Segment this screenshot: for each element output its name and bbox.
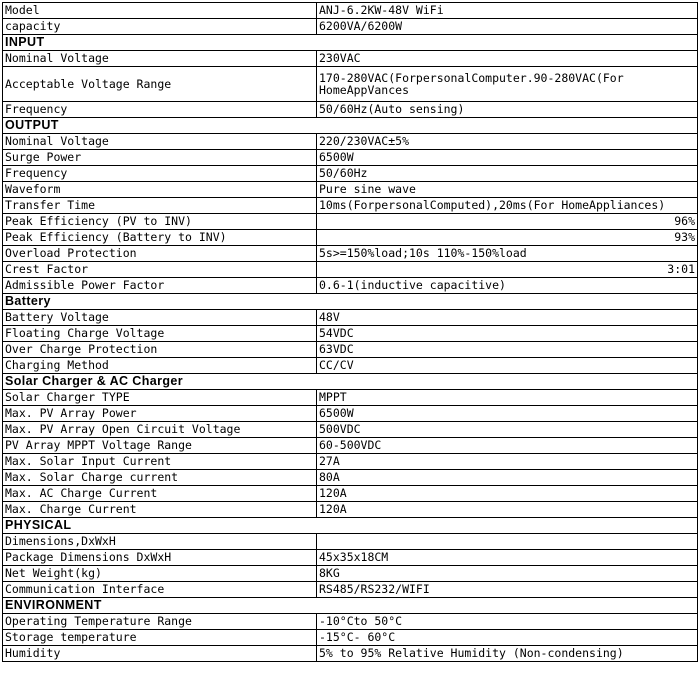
spec-label: Frequency (3, 166, 317, 182)
spec-label: PV Array MPPT Voltage Range (3, 438, 317, 454)
spec-row-admissible-power-factor (3, 278, 698, 294)
spec-label: Crest Factor (3, 262, 317, 278)
spec-value: 6200VA/6200W (317, 19, 698, 35)
spec-label: Frequency (3, 102, 317, 118)
section-title: PHYSICAL (3, 518, 698, 534)
spec-value: 63VDC (317, 342, 698, 358)
spec-value: 10ms(ForpersonalComputed),20ms(For HomeAppliances) (317, 198, 698, 214)
spec-row-max-solar-charge-current (3, 470, 698, 486)
spec-label: Max. Solar Charge current (3, 470, 317, 486)
spec-value: 6500W (317, 150, 698, 166)
spec-row-frequency (3, 102, 698, 118)
section-title: INPUT (3, 35, 698, 51)
spec-value: -15°C- 60°C (317, 630, 698, 646)
spec-value: 3:01 (317, 262, 698, 278)
spec-label: Dimensions,DxWxH (3, 534, 317, 550)
spec-label: Max. PV Array Open Circuit Voltage (3, 422, 317, 438)
section-title: OUTPUT (3, 118, 698, 134)
spec-value: 500VDC (317, 422, 698, 438)
spec-value: 5s>=150%load;10s 110%-150%load (317, 246, 698, 262)
section-header-solar-charger-ac-charger (3, 374, 698, 390)
spec-row-humidity (3, 646, 698, 662)
spec-value: -10°Cto 50°C (317, 614, 698, 630)
spec-value: 6500W (317, 406, 698, 422)
spec-label: Admissible Power Factor (3, 278, 317, 294)
spec-row-battery-voltage (3, 310, 698, 326)
spec-label: Peak Efficiency (Battery to INV) (3, 230, 317, 246)
spec-value: 220/230VAC±5% (317, 134, 698, 150)
spec-row-pv-array-mppt-voltage-range (3, 438, 698, 454)
spec-label: Communication Interface (3, 582, 317, 598)
section-title: Battery (3, 294, 698, 310)
spec-row-waveform (3, 182, 698, 198)
spec-label: Nominal Voltage (3, 51, 317, 67)
spec-label: capacity (3, 19, 317, 35)
spec-value: ANJ-6.2KW-48V WiFi (317, 3, 698, 19)
spec-value: 60-500VDC (317, 438, 698, 454)
spec-value: MPPT (317, 390, 698, 406)
spec-row-charging-method (3, 358, 698, 374)
spec-value: 0.6-1(inductive capacitive) (317, 278, 698, 294)
section-title: Solar Charger & AC Charger (3, 374, 698, 390)
spec-value: 5% to 95% Relative Humidity (Non-condensing) (317, 646, 698, 662)
spec-value: 48V (317, 310, 698, 326)
spec-row-operating-temperature-range (3, 614, 698, 630)
spec-row-floating-charge-voltage (3, 326, 698, 342)
spec-row-max-charge-current (3, 502, 698, 518)
spec-row-crest-factor (3, 262, 698, 278)
spec-value: 93% (317, 230, 698, 246)
section-header-environment (3, 598, 698, 614)
spec-label: Model (3, 3, 317, 19)
section-header-battery (3, 294, 698, 310)
spec-row-storage-temperature (3, 630, 698, 646)
spec-label: Storage temperature (3, 630, 317, 646)
spec-row-net-weight-kg (3, 566, 698, 582)
spec-table-body (3, 3, 698, 662)
section-header-input (3, 35, 698, 51)
spec-value: 8KG (317, 566, 698, 582)
spec-row-surge-power (3, 150, 698, 166)
spec-value: 230VAC (317, 51, 698, 67)
spec-label: Max. PV Array Power (3, 406, 317, 422)
spec-row-package-dimensions-dxwxh (3, 550, 698, 566)
spec-row-acceptable-voltage-range (3, 67, 698, 102)
spec-label: Nominal Voltage (3, 134, 317, 150)
spec-value: 120A (317, 486, 698, 502)
spec-label: Charging Method (3, 358, 317, 374)
spec-label: Peak Efficiency (PV to INV) (3, 214, 317, 230)
spec-row-max-solar-input-current (3, 454, 698, 470)
spec-row-overload-protection (3, 246, 698, 262)
spec-row-max-pv-array-open-circuit-voltage (3, 422, 698, 438)
spec-value: 50/60Hz(Auto sensing) (317, 102, 698, 118)
spec-row-nominal-voltage (3, 51, 698, 67)
section-title: ENVIRONMENT (3, 598, 698, 614)
spec-row-max-ac-charge-current (3, 486, 698, 502)
spec-label: Over Charge Protection (3, 342, 317, 358)
spec-row-transfer-time (3, 198, 698, 214)
spec-table (2, 2, 698, 662)
spec-label: Humidity (3, 646, 317, 662)
spec-label: Max. Solar Input Current (3, 454, 317, 470)
spec-value: 170-280VAC(ForpersonalComputer.90-280VAC(For HomeAppVances (317, 67, 698, 102)
spec-label: Acceptable Voltage Range (3, 67, 317, 102)
spec-label: Net Weight(kg) (3, 566, 317, 582)
spec-value: 96% (317, 214, 698, 230)
spec-row-nominal-voltage (3, 134, 698, 150)
spec-label: Package Dimensions DxWxH (3, 550, 317, 566)
spec-label: Transfer Time (3, 198, 317, 214)
spec-label: Max. AC Charge Current (3, 486, 317, 502)
spec-value: 80A (317, 470, 698, 486)
spec-row-model (3, 3, 698, 19)
spec-row-max-pv-array-power (3, 406, 698, 422)
spec-label: Floating Charge Voltage (3, 326, 317, 342)
spec-value: 120A (317, 502, 698, 518)
spec-label: Battery Voltage (3, 310, 317, 326)
spec-row-peak-efficiency-pv-to-inv (3, 214, 698, 230)
spec-value: RS485/RS232/WIFI (317, 582, 698, 598)
spec-value (317, 534, 698, 550)
spec-value: 27A (317, 454, 698, 470)
spec-label: Max. Charge Current (3, 502, 317, 518)
spec-value: 54VDC (317, 326, 698, 342)
spec-value: Pure sine wave (317, 182, 698, 198)
spec-row-solar-charger-type (3, 390, 698, 406)
spec-value: 50/60Hz (317, 166, 698, 182)
spec-value: 45x35x18CM (317, 550, 698, 566)
spec-row-over-charge-protection (3, 342, 698, 358)
spec-label: Overload Protection (3, 246, 317, 262)
spec-value: CC/CV (317, 358, 698, 374)
spec-label: Solar Charger TYPE (3, 390, 317, 406)
spec-row-communication-interface (3, 582, 698, 598)
spec-row-peak-efficiency-battery-to-inv (3, 230, 698, 246)
spec-row-capacity (3, 19, 698, 35)
spec-label: Waveform (3, 182, 317, 198)
spec-label: Surge Power (3, 150, 317, 166)
section-header-output (3, 118, 698, 134)
spec-row-dimensions-dxwxh (3, 534, 698, 550)
spec-row-frequency (3, 166, 698, 182)
section-header-physical (3, 518, 698, 534)
spec-label: Operating Temperature Range (3, 614, 317, 630)
